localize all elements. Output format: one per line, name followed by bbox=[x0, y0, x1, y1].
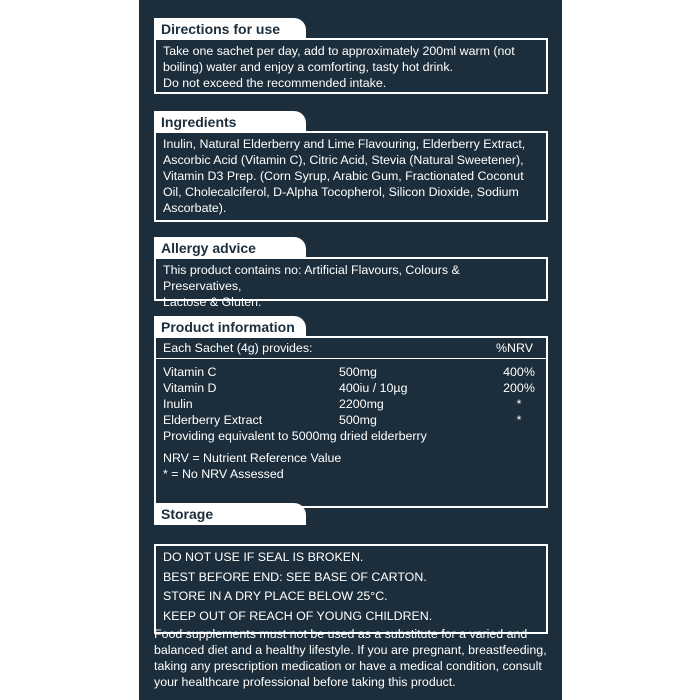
nutrient-name: Vitamin D bbox=[163, 381, 217, 395]
disclaimer-line: your healthcare professional before taking this product. bbox=[154, 675, 456, 689]
storage-section bbox=[154, 503, 548, 634]
storage-line: KEEP OUT OF REACH OF YOUNG CHILDREN. bbox=[163, 608, 433, 623]
nutrition-header-right: %NRV bbox=[496, 341, 533, 355]
allergy-section bbox=[154, 237, 548, 309]
nrv-note: NRV = Nutrient Reference Value bbox=[163, 451, 342, 465]
nutrient-name: Elderberry Extract bbox=[163, 413, 263, 427]
nutrient-nrv: * bbox=[516, 413, 522, 427]
ingredients-box bbox=[154, 131, 548, 222]
nutrient-nrv: 400% bbox=[503, 365, 535, 379]
storage-line: STORE IN A DRY PLACE BELOW 25°C. bbox=[163, 589, 388, 603]
nutrient-nrv: * bbox=[516, 397, 522, 411]
allergy-heading: Allergy advice bbox=[154, 237, 306, 259]
ingredients-line: Oil, Cholecalciferol, D-Alpha Tocopherol, Silicon Dioxide, Sodium bbox=[163, 185, 519, 199]
ingredients-line: Vitamin D3 Prep. (Corn Syrup, Arabic Gum, Fractionated Coconut bbox=[163, 169, 524, 183]
directions-line: Take one sachet per day, add to approximately 200ml warm (not bbox=[163, 44, 515, 58]
product-info-section bbox=[154, 316, 548, 508]
nutrition-row bbox=[163, 364, 539, 380]
nutrient-amount: 500mg bbox=[339, 413, 377, 427]
nutrition-row bbox=[163, 396, 539, 412]
ingredients-line: Ascorbic Acid (Vitamin C), Citric Acid, Stevia (Natural Sweetener), bbox=[163, 153, 524, 167]
directions-heading: Directions for use bbox=[154, 18, 306, 40]
allergy-box bbox=[154, 257, 548, 309]
disclaimer-line: taking any prescription medication or have a medical condition, consult bbox=[154, 659, 542, 673]
product-info-box bbox=[154, 336, 548, 508]
nutrient-amount: 400iu / 10µg bbox=[339, 381, 408, 395]
nutrient-name: Inulin bbox=[163, 397, 193, 411]
equivalent-text: Providing equivalent to 5000mg dried elderberry bbox=[163, 429, 427, 443]
directions-line: Do not exceed the recommended intake. bbox=[163, 76, 387, 90]
storage-line: DO NOT USE IF SEAL IS BROKEN. bbox=[163, 550, 364, 564]
storage-heading: Storage instructions bbox=[154, 503, 306, 525]
ingredients-line: Inulin, Natural Elderberry and Lime Flavouring, Elderberry Extract, bbox=[163, 137, 526, 151]
directions-line: boiling) water and enjoy a comforting, tasty hot drink. bbox=[163, 60, 453, 74]
disclaimer-line: Food supplements must not be used as a substitute for a varied and bbox=[154, 627, 528, 641]
nutrient-nrv: 200% bbox=[503, 381, 535, 395]
allergy-line: Lactose & Gluten. bbox=[163, 295, 262, 309]
label-panel bbox=[139, 0, 562, 700]
disclaimer-text bbox=[154, 626, 554, 690]
ingredients-line: Ascorbate). bbox=[163, 201, 227, 215]
nutrition-row bbox=[163, 412, 539, 428]
ingredients-section bbox=[154, 111, 548, 222]
nrv-asterisk-note: * = No NRV Assessed bbox=[163, 467, 284, 481]
nutrient-name: Vitamin C bbox=[163, 365, 217, 379]
allergy-line: This product contains no: Artificial Flavours, Colours & Preservatives, bbox=[163, 263, 460, 293]
nutrient-amount: 500mg bbox=[339, 365, 377, 379]
directions-box bbox=[154, 38, 548, 94]
nutrition-header bbox=[156, 340, 546, 359]
product-info-heading: Product information bbox=[154, 316, 306, 338]
nutrient-amount: 2200mg bbox=[339, 397, 384, 411]
storage-box bbox=[154, 544, 548, 634]
nutrition-row bbox=[163, 380, 539, 396]
directions-section bbox=[154, 18, 548, 94]
ingredients-heading: Ingredients bbox=[154, 111, 306, 133]
storage-line: BEST BEFORE END: SEE BASE OF CARTON. bbox=[163, 569, 427, 584]
nutrition-header-left: Each Sachet (4g) provides: bbox=[163, 341, 313, 355]
disclaimer-line: balanced diet and a healthy lifestyle. If you are pregnant, breastfeeding, bbox=[154, 643, 547, 657]
